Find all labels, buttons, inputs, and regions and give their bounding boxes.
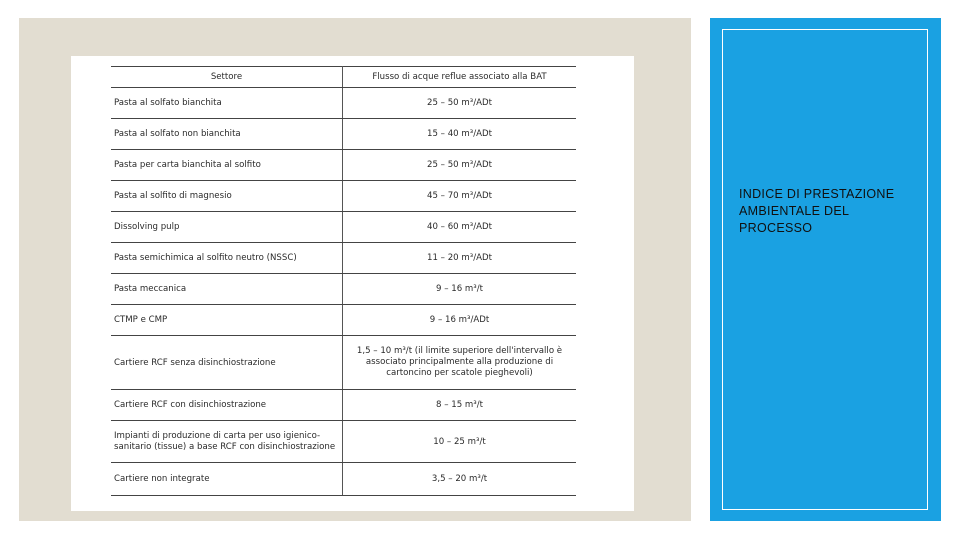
table-row <box>111 119 576 150</box>
row-value: 11 – 20 m³/ADt <box>343 243 577 274</box>
table-row <box>111 463 576 496</box>
table-row <box>111 274 576 305</box>
row-sector: Pasta meccanica <box>111 274 343 305</box>
table-header-row <box>111 67 576 88</box>
slide-heading: INDICE DI PRESTAZIONE AMBIENTALE DEL PROCESSO <box>739 187 895 235</box>
row-value: 8 – 15 m³/t <box>343 390 577 421</box>
table-row <box>111 305 576 336</box>
row-value: 25 – 50 m³/ADt <box>343 88 577 119</box>
row-sector: Pasta al solfito di magnesio <box>111 181 343 212</box>
row-value: 9 – 16 m³/t <box>343 274 577 305</box>
table-row <box>111 88 576 119</box>
table-row <box>111 243 576 274</box>
row-sector: Cartiere non integrate <box>111 463 343 496</box>
table-row <box>111 336 576 390</box>
row-sector: Pasta al solfato non bianchita <box>111 119 343 150</box>
table-row <box>111 212 576 243</box>
header-sector: Settore <box>111 67 343 88</box>
row-sector: Cartiere RCF senza disinchiostrazione <box>111 336 343 390</box>
row-value: 15 – 40 m³/ADt <box>343 119 577 150</box>
row-sector: Pasta semichimica al solfito neutro (NSSC) <box>111 243 343 274</box>
row-sector: Impianti di produzione di carta per uso igienico-sanitario (tissue) a base RCF con disinchiostrazione <box>111 421 343 463</box>
table-row <box>111 421 576 463</box>
row-sector: Dissolving pulp <box>111 212 343 243</box>
row-value: 1,5 – 10 m³/t (il limite superiore dell'intervallo è associato principalmente alla produzione di cartoncino per scatole pieghevoli) <box>343 336 577 390</box>
row-sector: Cartiere RCF con disinchiostrazione <box>111 390 343 421</box>
row-value: 9 – 16 m³/ADt <box>343 305 577 336</box>
document-image <box>71 56 634 511</box>
table-row <box>111 150 576 181</box>
row-value: 45 – 70 m³/ADt <box>343 181 577 212</box>
row-sector: CTMP e CMP <box>111 305 343 336</box>
table-row <box>111 390 576 421</box>
row-sector: Pasta per carta bianchita al solfito <box>111 150 343 181</box>
row-value: 3,5 – 20 m³/t <box>343 463 577 496</box>
header-flow: Flusso di acque reflue associato alla BAT <box>343 67 577 88</box>
inner-frame <box>722 29 928 510</box>
table-row <box>111 181 576 212</box>
row-value: 40 – 60 m³/ADt <box>343 212 577 243</box>
row-value: 10 – 25 m³/t <box>343 421 577 463</box>
row-value: 25 – 50 m³/ADt <box>343 150 577 181</box>
row-sector: Pasta al solfato bianchita <box>111 88 343 119</box>
bat-table <box>111 66 576 496</box>
